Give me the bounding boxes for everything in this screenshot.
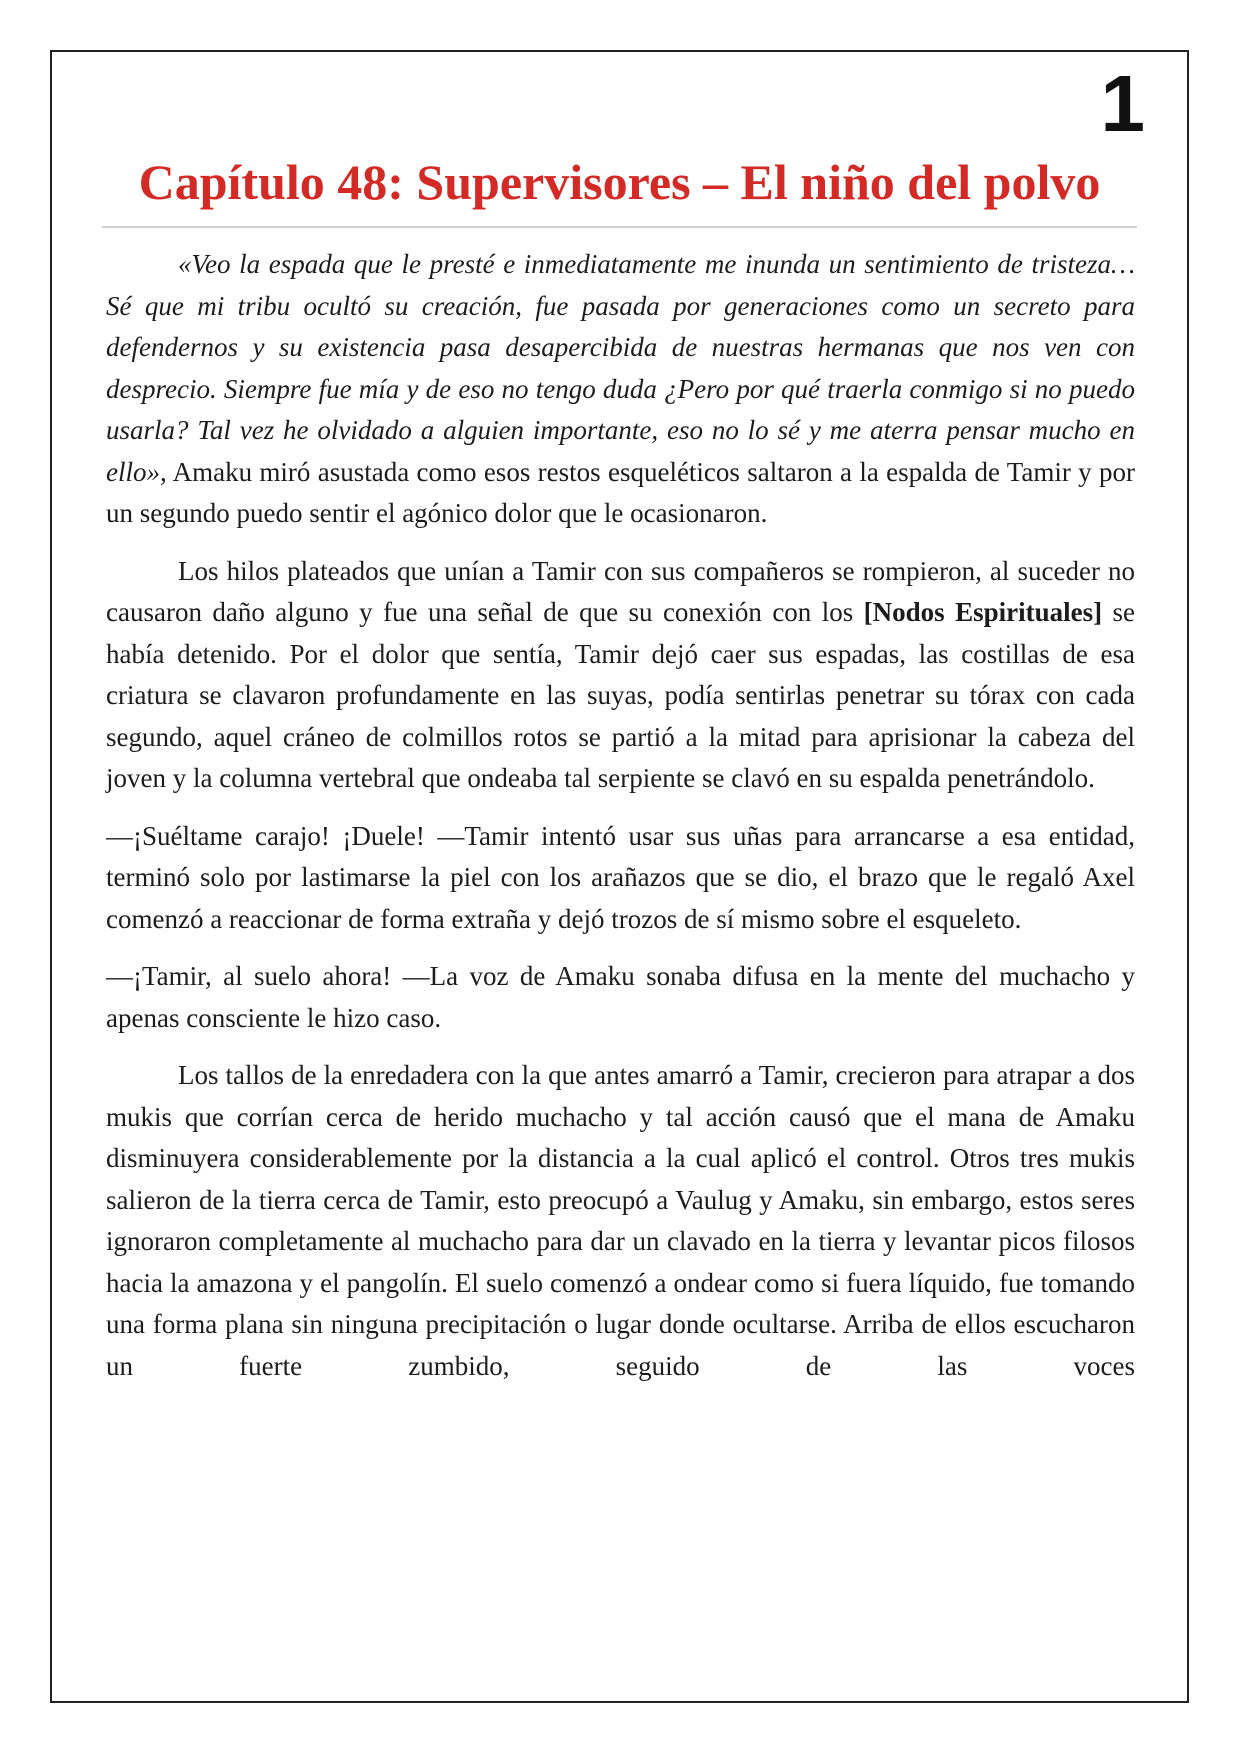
- paragraph-5: Los tallos de la enredadera con la que antes amarró a Tamir, crecieron para atrapar a dos mukis que corrían cerca de herido muchacho y tal acción causó que el mana de Amaku disminuyera considerablemente por la distancia a la cual aplicó el control. Otros tres mukis salieron de la tierra cerca de Tamir, esto preocupó a Vaulug y Amaku, sin embargo, estos seres ignoraron completamente al muchacho para dar un clavado en la tierra y levantar picos filosos hacia la amazona y el pangolín. El suelo comenzó a ondear como si fuera líquido, fue tomando una forma plana sin ninguna precipitación o lugar donde ocultarse. Arriba de ellos escucharon un fuerte zumbido, seguido de las voces: [106, 1060, 1135, 1381]
- paragraph-2-text-after: se había detenido. Por el dolor que sentía, Tamir dejó caer sus espadas, las costillas de esa criatura se clavaron profundamente en las suyas, podía sentirlas penetrar su tórax con cada segundo, aquel cráneo de colmillos rotos se partió a la mitad para aprisionar la cabeza del joven y la columna vertebral que ondeaba tal serpiente se clavó en su espalda penetrándolo.: [106, 597, 1135, 793]
- chapter-body: [106, 244, 1135, 1403]
- paragraph-1-quote: «Veo la espada que le presté e inmediatamente me inunda un sentimiento de tristeza… Sé que mi tribu ocultó su creación, fue pasada por generaciones como un secreto para defendernos y su existencia pasa desapercibida de nuestras hermanas que nos ven con desprecio. Siempre fue mía y de eso no tengo duda ¿Pero por qué traerla conmigo si no puedo usarla? Tal vez he olvidado a alguien importante, eso no lo sé y me aterra pensar mucho en ello»: [106, 249, 1135, 487]
- paragraph-4-dialogue: —¡Tamir, al suelo ahora! —La voz de Amaku sonaba difusa en la mente del muchacho y apenas consciente le hizo caso.: [106, 961, 1135, 1033]
- paragraph-2-text-before: Los hilos plateados que unían a Tamir con sus compañeros se rompieron, al suceder no causaron daño alguno y fue una señal de que su conexión con los: [106, 555, 1135, 627]
- page-number: 1: [1100, 59, 1145, 148]
- page-frame: [50, 50, 1189, 1703]
- chapter-title: Capítulo 48: Supervisores – El niño del polvo: [138, 154, 1101, 210]
- paragraph-2: [106, 551, 1135, 800]
- paragraph-1: [106, 244, 1135, 535]
- paragraph-3-dialogue: —¡Suéltame carajo! ¡Duele! —Tamir intentó usar sus uñas para arrancarse a esa entidad, terminó solo por lastimarse la piel con los arañazos que se dio, el brazo que le regaló Axel comenzó a reaccionar de forma extraña y dejó trozos de sí mismo sobre el esqueleto.: [106, 820, 1135, 934]
- title-divider: [102, 226, 1137, 228]
- paragraph-1-text: , Amaku miró asustada como esos restos esqueléticos saltaron a la espalda de Tamir y por un segundo puedo sentir el agónico dolor que le ocasionaron.: [106, 456, 1135, 528]
- paragraph-2-bold-term: [Nodos Espirituales]: [863, 597, 1103, 627]
